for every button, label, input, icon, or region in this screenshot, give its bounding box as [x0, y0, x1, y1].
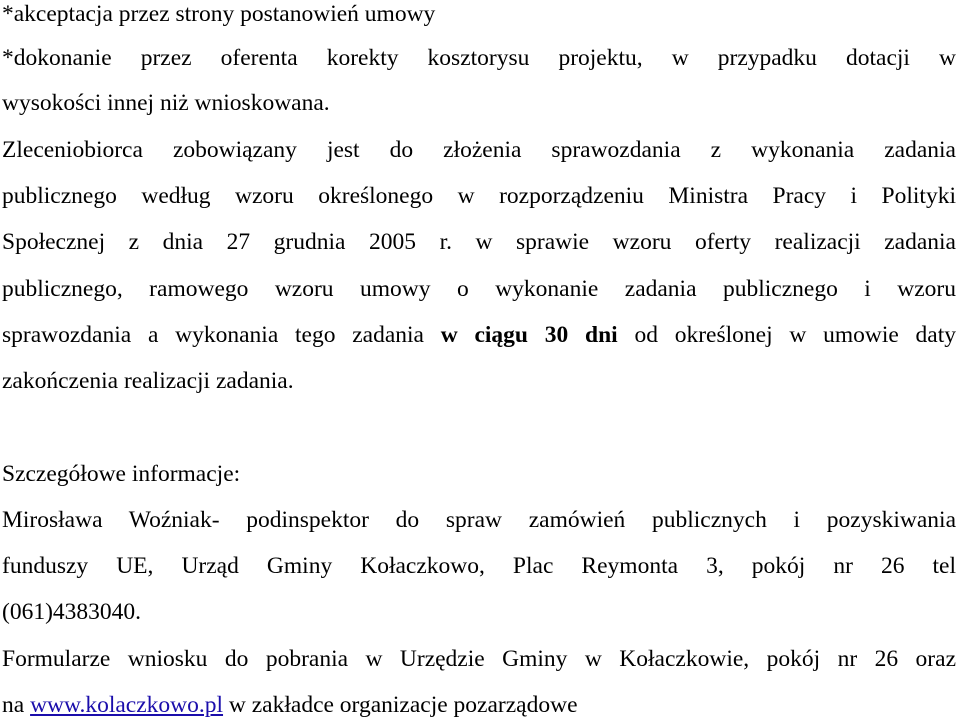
- text-line: zakończenia realizacji zadania.: [2, 368, 294, 394]
- section-heading: Szczegółowe informacje:: [2, 461, 241, 487]
- text-line: Zleceniobiorca zobowiązany jest do złożenia sprawozdania z wykonania zadania: [2, 137, 956, 163]
- text-line: Formularze wniosku do pobrania w Urzędzie Gminy w Kołaczkowie, pokój nr 26 oraz: [2, 646, 956, 672]
- text-line: Mirosława Woźniak- podinspektor do spraw zamówień publicznych i pozyskiwania: [2, 507, 956, 533]
- text-line: funduszy UE, Urząd Gminy Kołaczkowo, Plac Reymonta 3, pokój nr 26 tel: [2, 553, 956, 579]
- text-segment: sprawozdania a wykonania tego zadania: [2, 322, 441, 348]
- text-line: *dokonanie przez oferenta korekty kosztorysu projektu, w przypadku dotacji w: [2, 45, 956, 71]
- text-line: publicznego według wzoru określonego w rozporządzeniu Ministra Pracy i Polityki: [2, 183, 956, 209]
- text-line: [2, 321, 956, 349]
- website-link[interactable]: www.kolaczkowo.pl: [30, 692, 224, 718]
- text-line: Społecznej z dnia 27 grudnia 2005 r. w sprawie wzoru oferty realizacji zadania: [2, 229, 956, 255]
- text-segment: na: [2, 692, 31, 718]
- text-line: (061)4383040.: [2, 599, 142, 625]
- text-segment: od określonej w umowie daty: [617, 322, 956, 348]
- text-segment: w zakładce organizacje pozarządowe: [223, 692, 578, 718]
- text-line: publicznego, ramowego wzoru umowy o wykonanie zadania publicznego i wzoru: [2, 276, 956, 302]
- text-line: *akceptacja przez strony postanowień umowy: [2, 1, 436, 27]
- deadline-emphasis: w ciągu 30 dni: [440, 322, 618, 348]
- text-line: wysokości innej niż wnioskowana.: [2, 90, 330, 116]
- text-line: [2, 691, 956, 719]
